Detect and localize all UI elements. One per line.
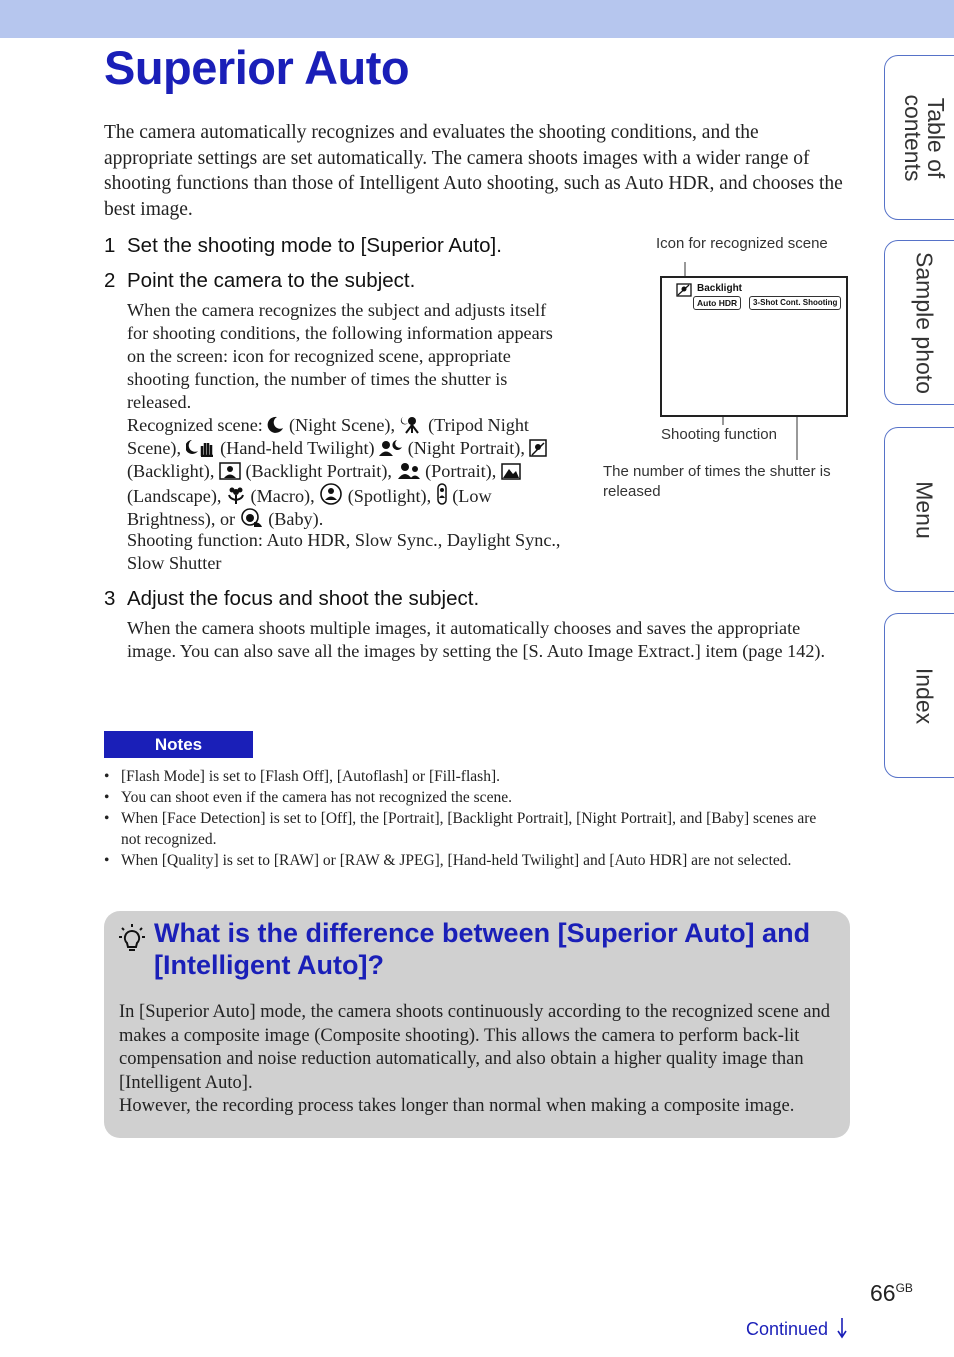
scenes-prefix: Recognized scene:: [127, 415, 263, 435]
callout-shooting-function: Shooting function: [661, 425, 781, 445]
intro-paragraph: The camera automatically recognizes and evaluates the shooting conditions, and the appropriate settings are set automatically. The camera shoots images with a wider range of shooting functions than those of Intelligent Auto shooting, such as Auto HDR, and chooses the best image.: [104, 122, 843, 220]
screen-function-label: Auto HDR: [693, 296, 741, 310]
screen-scene-label: Backlight: [697, 283, 743, 294]
scene-hand-held-twilight: (Hand-held Twilight): [220, 438, 375, 458]
portrait-icon: [397, 462, 421, 480]
scene-landscape: (Landscape),: [127, 486, 222, 506]
note-item: • You can shoot even if the camera has not recognized the scene.: [104, 789, 512, 806]
page-number: $66^{GB}$: [870, 1280, 913, 1306]
lightbulb-icon: [118, 923, 146, 953]
backlight-icon: [676, 283, 692, 297]
hint-box: [104, 911, 850, 1138]
hint-title: What is the difference between [Superior Auto] and [Intelligent Auto]?: [154, 918, 811, 980]
baby-icon: [240, 508, 264, 528]
hint-paragraph: In [Superior Auto] mode, the camera shoots continuously according to the recognized scene and makes a composite image (Composite shooting). This allows the camera to perform back-lit compensation and noise reduction automatically, and also obtain a higher quality image than [Intelligent Auto].: [119, 1002, 831, 1093]
scene-night-portrait: (Night Portrait),: [407, 438, 525, 458]
low-brightness-icon: [436, 483, 448, 505]
step-number: 2: [104, 269, 116, 292]
step-number: 1: [104, 234, 116, 257]
continued-link[interactable]: Continued: [746, 1317, 847, 1340]
tab-index[interactable]: Index: [884, 613, 954, 778]
step-text: Set the shooting mode to [Superior Auto].: [127, 234, 502, 257]
recognized-scenes: [127, 414, 559, 531]
tab-table-of-contents[interactable]: Table of contents: [884, 55, 954, 220]
page-title: Superior Auto: [104, 41, 410, 94]
step-3-description: When the camera shoots multiple images, it automatically chooses and saves the appropriate image. You can also save all the images by setting the [S. Auto Image Extract.] item (page 142).: [127, 618, 826, 661]
macro-icon: [226, 487, 246, 505]
backlight-icon: [529, 439, 547, 457]
screen-shots-label: 3-Shot Cont. Shooting: [749, 296, 841, 310]
landscape-icon: [501, 462, 521, 480]
step-2: [104, 269, 415, 293]
night-scene-icon: [267, 416, 284, 434]
step-text: Adjust the focus and shoot the subject.: [127, 587, 480, 610]
step-1: [104, 234, 502, 258]
tab-sample-photo[interactable]: Sample photo: [884, 240, 954, 405]
scene-backlight-portrait: (Backlight Portrait),: [245, 461, 392, 481]
arrow-down-icon: [837, 1317, 847, 1339]
top-banner: [0, 0, 954, 38]
hint-body: [119, 1001, 839, 1119]
scene-portrait: (Portrait),: [425, 461, 497, 481]
camera-screen-diagram: [660, 276, 848, 417]
scene-night: (Night Scene),: [288, 415, 395, 435]
step-3: [104, 587, 479, 611]
scene-baby: (Baby).: [268, 509, 324, 529]
note-item: • When [Quality] is set to [RAW] or [RAW & JPEG], [Hand-held Twilight] and [Auto HDR] are not selected.: [104, 852, 792, 869]
step-number: 3: [104, 587, 116, 610]
step-2-description: When the camera recognizes the subject and adjusts itself for shooting conditions, the following information appears on the screen: icon for recognized scene, appropriate shooting function, the number of times the shutter is released.: [127, 300, 553, 412]
callout-shutter-count: The number of times the shutter is released: [603, 463, 831, 500]
note-item: • When [Face Detection] is set to [Off], the [Portrait], [Backlight Portrait], [Night Portrait], and [Baby] scenes are not recognized.: [104, 810, 817, 848]
notes-list: [104, 766, 834, 871]
scene-spotlight: (Spotlight),: [347, 486, 432, 506]
spotlight-icon: [319, 483, 343, 505]
shooting-functions: Shooting function: Auto HDR, Slow Sync., Daylight Sync., Slow Shutter: [127, 530, 561, 573]
tab-menu[interactable]: Menu: [884, 427, 954, 592]
tripod-night-scene-icon: [400, 416, 424, 434]
night-portrait-icon: [379, 439, 403, 457]
callout-icon-recognized-scene: Icon for recognized scene: [656, 235, 828, 252]
step-text: Point the camera to the subject.: [127, 269, 416, 292]
scene-backlight: (Backlight),: [127, 461, 215, 481]
scene-low-brightness: (Low Brightness), or: [127, 486, 492, 529]
hand-held-twilight-icon: [186, 439, 216, 457]
notes-badge: Notes: [104, 731, 253, 758]
scene-tripod-night: (Tripod Night Scene),: [127, 415, 529, 458]
scene-macro: (Macro),: [250, 486, 315, 506]
note-item: • [Flash Mode] is set to [Flash Off], [Autoflash] or [Fill-flash].: [104, 768, 500, 785]
hint-paragraph: However, the recording process takes longer than normal when making a composite image.: [119, 1096, 795, 1116]
backlight-portrait-icon: [219, 462, 241, 480]
